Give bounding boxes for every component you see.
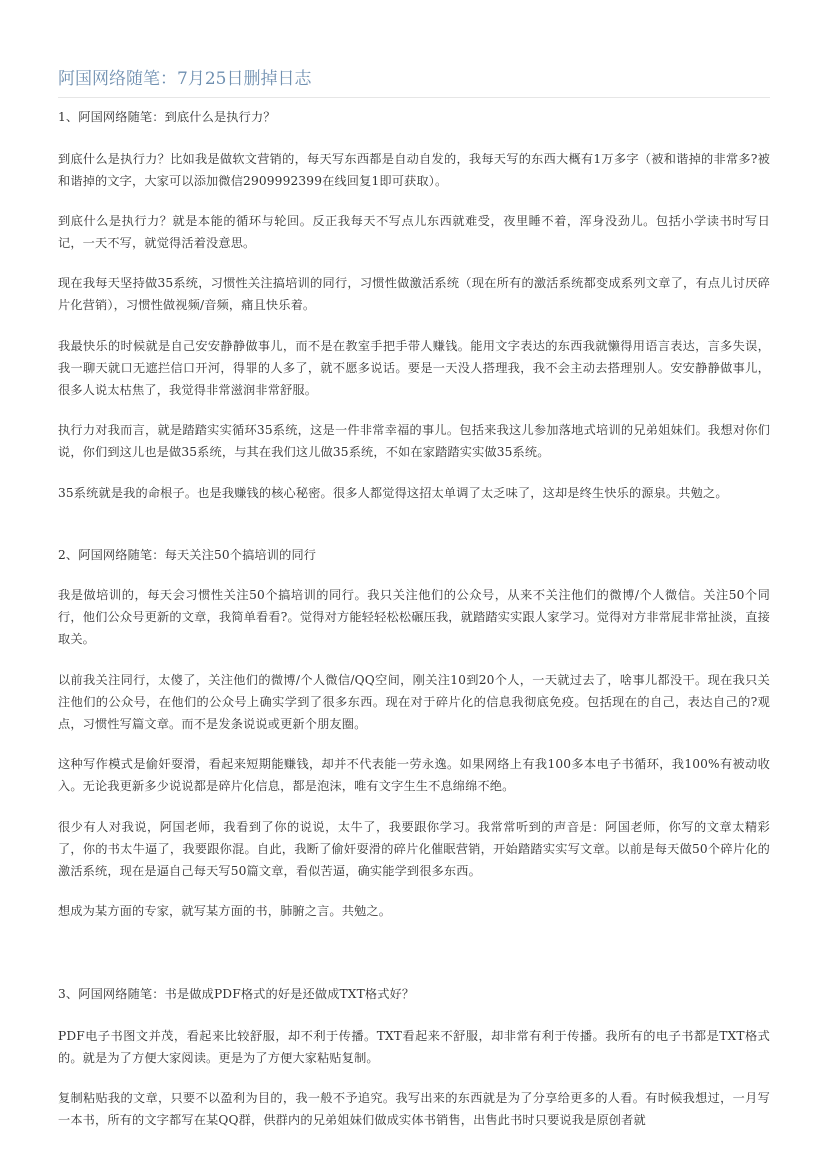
section-heading-2: 2、阿国网络随笔：每天关注50个搞培训的同行 bbox=[58, 548, 317, 562]
section-heading-3: 3、阿国网络随笔：书是做成PDF格式的好是还做成TXT格式好？ bbox=[58, 987, 415, 1001]
paragraph: 想成为某方面的专家，就写某方面的书，肺腑之言。共勉之。 bbox=[58, 904, 392, 918]
title-divider bbox=[58, 97, 770, 98]
paragraph: 现在我每天坚持做35系统，习惯性关注搞培训的同行，习惯性做激活系统（现在所有的激活系统都变成系列文章了，有点儿讨厌碎片化营销），习惯性做视频/音频，痛且快乐着。 bbox=[58, 276, 770, 312]
paragraph: 以前我关注同行，太傻了，关注他们的微博/个人微信/QQ空间，刚关注10到20个人，一天就过去了，啥事儿都没干。现在我只关注他们的公众号，在他们的公众号上确实学到了很多东西。现在对于碎片化的信息我彻底免疫。包括现在的自己，表达自己的?观点，习惯性写篇文章。而不是发条说说或更新个朋友圈。 bbox=[58, 673, 770, 731]
paragraph: 到底什么是执行力？比如我是做软文营销的，每天写东西都是自动自发的，我每天写的东西大概有1万多字（被和谐掉的非常多?被和谐掉的文字，大家可以添加微信2909992399在线回复1即可获取）。 bbox=[58, 152, 770, 188]
paragraph: 这种写作模式是偷奸耍滑，看起来短期能赚钱，却并不代表能一劳永逸。如果网络上有我100多本电子书循环，我100%有被动收入。无论我更新多少说说都是碎片化信息，都是泡沫，唯有文字生生不息绵绵不绝。 bbox=[58, 757, 770, 793]
section-heading-1: 1、阿国网络随笔：到底什么是执行力？ bbox=[58, 110, 276, 124]
paragraph: PDF电子书图文并茂，看起来比较舒服，却不利于传播。TXT看起来不舒服，却非常有利于传播。我所有的电子书都是TXT格式的。就是为了方便大家阅读。更是为了方便大家粘贴复制。 bbox=[58, 1029, 770, 1065]
paragraph: 35系统就是我的命根子。也是我赚钱的核心秘密。很多人都觉得这招太单调了太乏味了，这却是终生快乐的源泉。共勉之。 bbox=[58, 486, 728, 500]
paragraph: 我是做培训的，每天会习惯性关注50个搞培训的同行。我只关注他们的公众号，从来不关注他们的微博/个人微信。关注50个同行，他们公众号更新的文章，我简单看看?。觉得对方能轻轻松松碾压我，就踏踏实实跟人家学习。觉得对方非常屁非常扯淡，直接取关。 bbox=[58, 588, 770, 646]
paragraph: 到底什么是执行力？就是本能的循环与轮回。反正我每天不写点儿东西就难受，夜里睡不着，浑身没劲儿。包括小学读书时写日记，一天不写，就觉得活着没意思。 bbox=[58, 214, 770, 250]
paragraph: 很少有人对我说，阿国老师，我看到了你的说说，太牛了，我要跟你学习。我常常听到的声音是：阿国老师，你写的文章太精彩了，你的书太牛逼了，我要跟你混。自此，我断了偷奸耍滑的碎片化催眠营销，开始踏踏实实写文章。以前是每天做50个碎片化的激活系统，现在是逼自己每天写50篇文章，看似苦逼，确实能学到很多东西。 bbox=[58, 820, 770, 878]
paragraph: 执行力对我而言，就是踏踏实实循环35系统，这是一件非常幸福的事儿。包括来我这儿参加落地式培训的兄弟姐妹们。我想对你们说，你们到这儿也是做35系统，与其在我们这儿做35系统，不如在家踏踏实实做35系统。 bbox=[58, 423, 770, 459]
page-title: 阿国网络随笔：7月25日删掉日志 bbox=[58, 69, 312, 89]
paragraph: 复制粘贴我的文章，只要不以盈利为目的，我一般不予追究。我写出来的东西就是为了分享给更多的人看。有时候我想过，一月写一本书，所有的文字都写在某QQ群，供群内的兄弟姐妹们做成实体书销售，出售此书时只要说我是原创者就 bbox=[58, 1091, 770, 1127]
paragraph: 我最快乐的时候就是自己安安静静做事儿，而不是在教室手把手带人赚钱。能用文字表达的东西我就懒得用语言表达，言多失误，我一聊天就口无遮拦信口开河，得罪的人多了，就不愿多说话。要是一天没人搭理我，我不会主动去搭理别人。安安静静做事儿，很多人说太枯焦了，我觉得非常滋润非常舒服。 bbox=[58, 339, 770, 397]
